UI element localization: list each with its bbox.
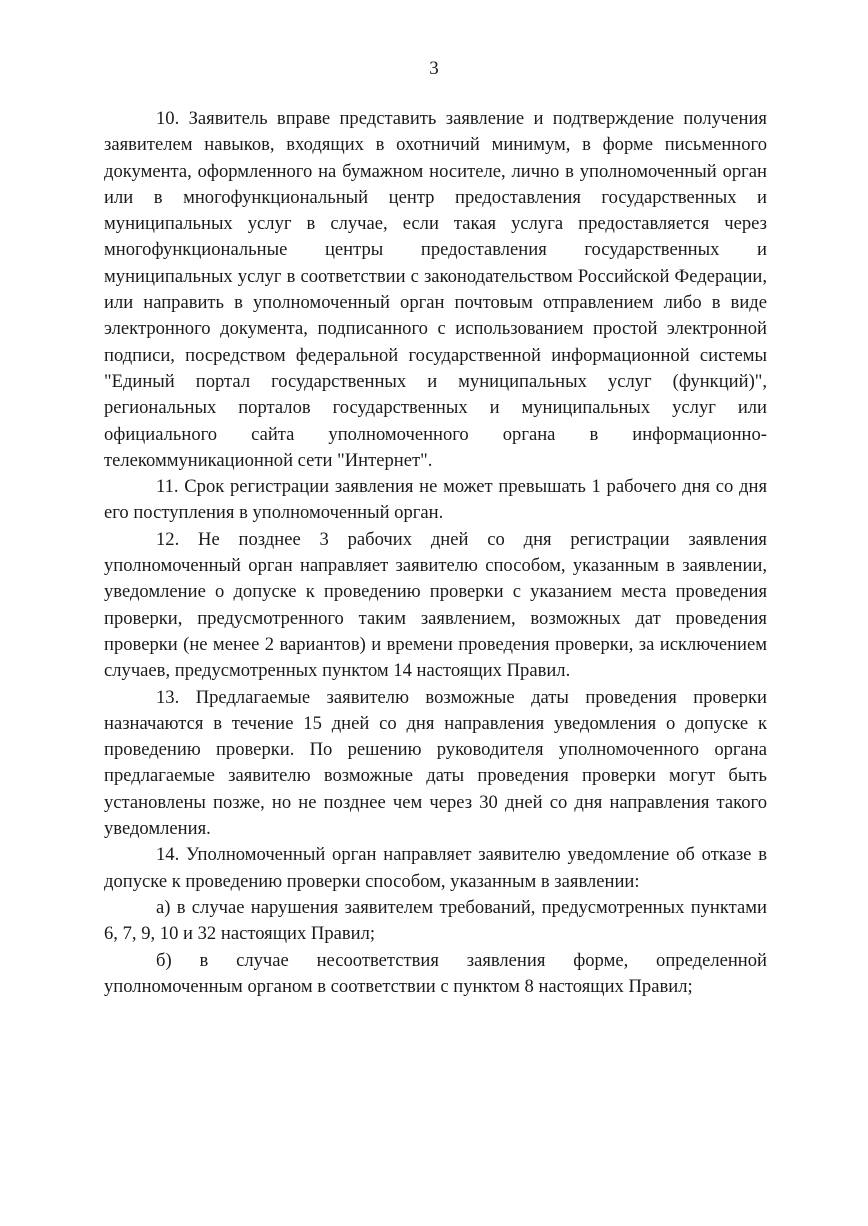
- paragraph-14-a: а) в случае нарушения заявителем требований, предусмотренных пунктами 6, 7, 9, 10 и 32 настоящих Правил;: [104, 896, 767, 945]
- paragraph-14-b: б) в случае несоответствия заявления форме, определенной уполномоченным органом в соответствии с пунктом 8 настоящих Правил;: [104, 949, 767, 997]
- paragraph-14: 14. Уполномоченный орган направляет заявителю уведомление об отказе в допуске к проведению проверки способом, указанным в заявлении:: [104, 844, 767, 892]
- page-number: 3: [429, 58, 439, 79]
- paragraph-10: 10. Заявитель вправе представить заявление и подтверждение получения заявителем навыков, входящих в охотничий минимум, в форме письменного документа, оформленного на бумажном носителе, лично в уполномоченный орган или в многофункциональный центр предоставления государственных и муниципальных услуг в случае, если такая услуга предоставляется через многофункциональные центры предоставления государственных и муниципальных услуг в соответствии с законодательством Российской Федерации, или направить в уполномоченный орган почтовым отправлением либо в виде электронного документа, подписанного с использованием простой электронной подписи, посредством федеральной государственной информационной системы "Единый портал государственных и муниципальных услуг (функций)", региональных порталов государственных и муниципальных услуг или официального сайта уполномоченного органа в информационно-телекоммуникационной сети "Интернет".: [104, 108, 767, 471]
- paragraph-12: 12. Не позднее 3 рабочих дней со дня регистрации заявления уполномоченный орган направляет заявителю способом, указанным в заявлении, уведомление о допуске к проведению проверки с указанием места проведения проверки, предусмотренного таким заявлением, возможных дат проведения проверки (не менее 2 вариантов) и времени проведения проверки, за исключением случаев, предусмотренных пунктом 14 настоящих Правил.: [104, 528, 767, 682]
- document-body: [104, 106, 767, 1000]
- paragraph-11: 11. Срок регистрации заявления не может превышать 1 рабочего дня со дня его поступления в уполномоченный орган.: [104, 476, 767, 524]
- paragraph-13: 13. Предлагаемые заявителю возможные даты проведения проверки назначаются в течение 15 дней со дня направления уведомления о допуске к проведению проверки. По решению руководителя уполномоченного органа предлагаемые заявителю возможные даты проведения проверки могут быть установлены позже, но не позднее чем через 30 дней со дня направления такого уведомления.: [104, 686, 767, 840]
